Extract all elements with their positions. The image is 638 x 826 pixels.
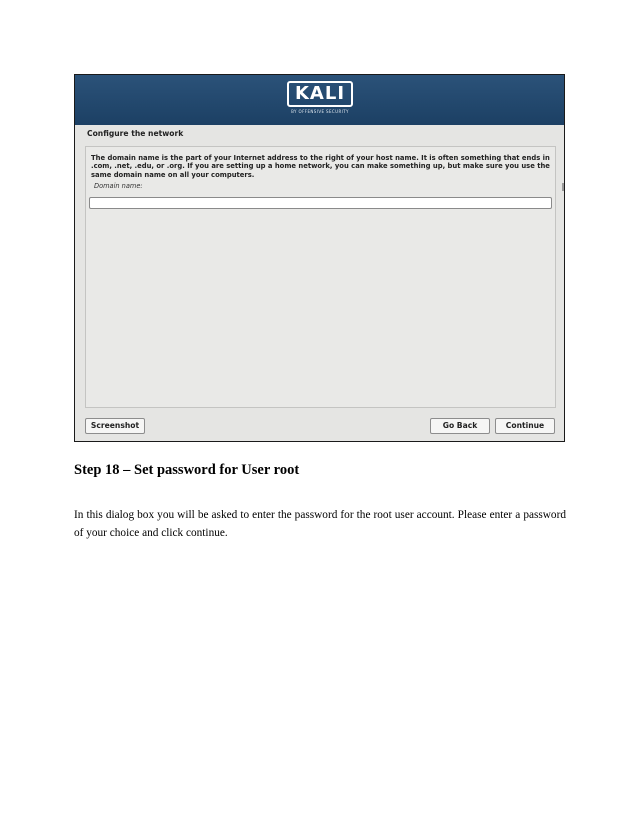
kali-logo-subtitle: BY OFFENSIVE SECURITY (291, 109, 349, 114)
step-paragraph: In this dialog box you will be asked to enter the password for the root user account. Please enter a password of your choice and click continue. (74, 509, 566, 539)
screenshot-button[interactable]: Screenshot (85, 418, 145, 434)
kali-banner (75, 75, 564, 125)
step-heading: Step 18 – Set password for User root (74, 462, 300, 478)
kali-logo: KALI (287, 81, 353, 107)
domain-name-label: Domain name: (94, 182, 143, 190)
content-panel (85, 146, 556, 408)
domain-name-input[interactable] (89, 197, 552, 209)
continue-button[interactable]: Continue (495, 418, 555, 434)
dialog-title: Configure the network (87, 129, 184, 138)
dialog-description: The domain name is the part of your Internet address to the right of your host name. It is often something that ends in .com, .net, .edu, or .org. If you are setting up a home network, you can make something up, but make sure you use the same domain name on all your computers. (91, 154, 550, 179)
installer-screenshot (74, 74, 565, 442)
scrollbar-thumb[interactable] (562, 183, 565, 191)
go-back-button[interactable]: Go Back (430, 418, 490, 434)
